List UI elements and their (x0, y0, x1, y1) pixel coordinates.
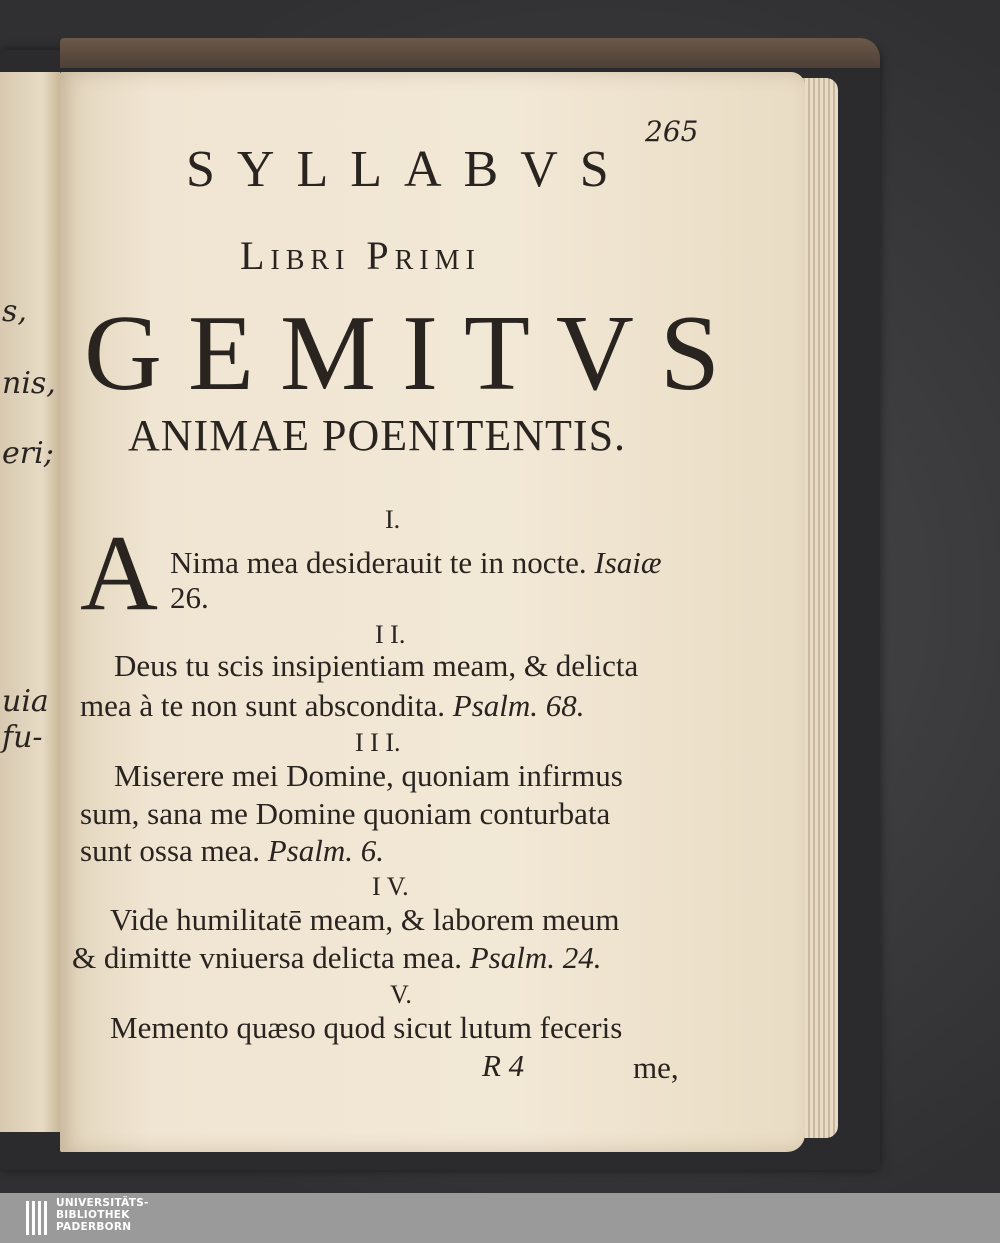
book-spine-top (60, 38, 880, 68)
title-libri-primi: Libri Primi (240, 233, 481, 278)
section-numeral: I V. (372, 872, 409, 901)
page-number: 265 (645, 115, 699, 148)
library-logo-icon (26, 1201, 50, 1235)
left-page-fragment: eri; (2, 436, 54, 471)
title-gemitus: GEMITVS (84, 294, 746, 413)
text-line: mea à te non sunt abscondita. Psalm. 68. (80, 688, 585, 723)
text-line: Memento quæso quod sicut lutum feceris (110, 1010, 623, 1045)
signature-mark: R 4 (482, 1048, 525, 1083)
left-page-fragment: nis, (2, 366, 56, 401)
text-line: & dimitte vniuersa delicta mea. Psalm. 24. (72, 940, 602, 975)
title-animae: ANIMAE POENITENTIS. (128, 411, 627, 460)
left-page-fragment: fu- (2, 720, 43, 755)
section-numeral: V. (390, 980, 412, 1009)
left-page-fragment: s, (2, 294, 27, 329)
section-numeral: I. (385, 505, 401, 534)
text-line: 26. (170, 580, 209, 615)
text-line: Deus tu scis insipientiam meam, & delicta (114, 648, 639, 683)
catchword: me, (633, 1050, 679, 1085)
logo-text-line: BIBLIOTHEK (56, 1209, 130, 1221)
logo-text-line: UNIVERSITÄTS- (56, 1197, 149, 1209)
logo-text-line: PADERBORN (56, 1221, 132, 1233)
section-numeral: I I. (375, 620, 406, 649)
text-line: Vide humilitatē meam, & laborem meum (110, 902, 620, 937)
text-line: Miserere mei Domine, quoniam infirmus (114, 758, 623, 793)
drop-cap: A (80, 514, 158, 633)
text-line: sum, sana me Domine quoniam conturbata (80, 796, 611, 831)
left-page-edge (0, 72, 60, 1132)
left-page-fragment: uia (2, 684, 49, 719)
title-syllabus: SYLLABVS (186, 141, 631, 198)
text-line: Nima mea desiderauit te in nocte. Isaiæ (170, 545, 662, 580)
footer-bar (0, 1193, 1000, 1243)
section-numeral: I I I. (355, 728, 401, 757)
text-line: sunt ossa mea. Psalm. 6. (80, 833, 384, 868)
